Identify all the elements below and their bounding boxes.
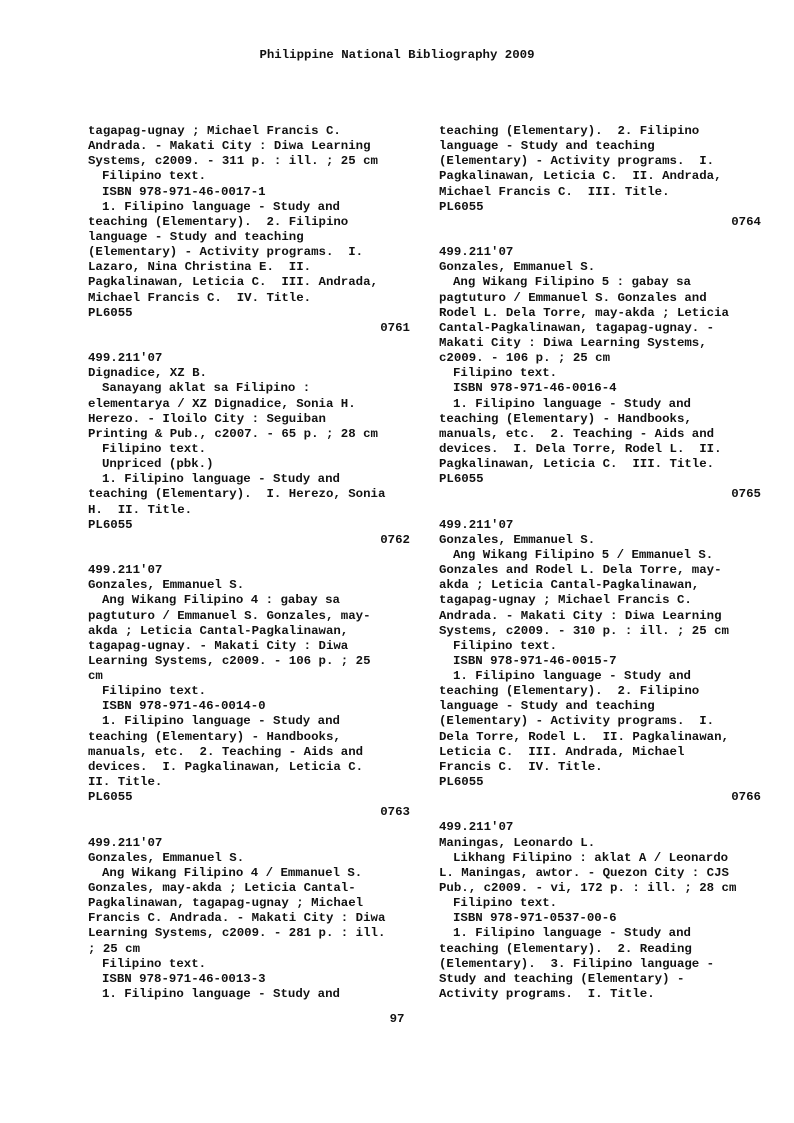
entry-line: Pub., c2009. - vi, 172 p. : ill. ; 28 cm — [439, 881, 737, 896]
entry-line: language - Study and teaching — [439, 139, 655, 154]
entry-line: Ang Wikang Filipino 4 : gabay sa — [102, 593, 340, 608]
entry-line: devices. I. Dela Torre, Rodel L. II. — [439, 441, 722, 456]
entry-line: (Elementary) - Activity programs. I. — [88, 245, 364, 260]
entry-number: 0762 — [380, 532, 410, 547]
entry-line: c2009. - 106 p. ; 25 cm — [439, 351, 611, 366]
entry-line: teaching (Elementary). 2. Filipino — [439, 684, 700, 699]
entry-line: 1. Filipino language - Study and — [102, 199, 340, 214]
entry-line: 499.211'07 — [88, 351, 163, 366]
entry-line: Learning Systems, c2009. - 106 p. ; 25 — [88, 653, 371, 668]
entry-line: (Elementary). 3. Filipino language - — [439, 956, 715, 971]
entry-line: 1. Filipino language - Study and — [102, 714, 340, 729]
entry-line: 1. Filipino language - Study and — [102, 472, 340, 487]
entry-line: teaching (Elementary). I. Herezo, Sonia — [88, 487, 386, 502]
entry-line: devices. I. Pagkalinawan, Leticia C. — [88, 759, 364, 774]
entry-line: Systems, c2009. - 310 p. : ill. ; 25 cm — [439, 623, 729, 638]
entry-line: language - Study and teaching — [88, 229, 304, 244]
entry-line: teaching (Elementary). 2. Reading — [439, 941, 692, 956]
entry-line: ISBN 978-971-46-0013-3 — [102, 971, 266, 986]
entry-line: Pagkalinawan, Leticia C. II. Andrada, — [439, 169, 722, 184]
entry-line: Leticia C. III. Andrada, Michael — [439, 744, 685, 759]
entry-line: ISBN 978-971-46-0014-0 — [102, 699, 266, 714]
entry-line: elementarya / XZ Dignadice, Sonia H. — [88, 396, 356, 411]
entry-line: PL6055 — [439, 775, 484, 790]
entry-line: Ang Wikang Filipino 4 / Emmanuel S. — [102, 865, 363, 880]
entry-line: Pagkalinawan, tagapag-ugnay ; Michael — [88, 896, 364, 911]
entry-line: Pagkalinawan, Leticia C. III. Andrada, — [88, 275, 378, 290]
blank-line — [88, 548, 410, 563]
entry-line: L. Maningas, awtor. - Quezon City : CJS — [439, 865, 729, 880]
entry-line: Printing & Pub., c2007. - 65 p. ; 28 cm — [88, 426, 378, 441]
entry-line: akda ; Leticia Cantal-Pagkalinawan, — [88, 623, 349, 638]
entry-line: Filipino text. — [102, 441, 207, 456]
right-column — [439, 124, 761, 1002]
entry-line: Gonzales, may-akda ; Leticia Cantal- — [88, 881, 356, 896]
entry-line: Ang Wikang Filipino 5 / Emmanuel S. — [453, 547, 714, 562]
entry-line: akda ; Leticia Cantal-Pagkalinawan, — [439, 578, 700, 593]
entry-line: 499.211'07 — [88, 835, 163, 850]
left-column — [88, 124, 410, 1002]
entry-line: tagapag-ugnay ; Michael Francis C. — [439, 593, 692, 608]
entry-line: 499.211'07 — [439, 820, 514, 835]
entry-line: teaching (Elementary). 2. Filipino — [88, 214, 349, 229]
entry-line: language - Study and teaching — [439, 699, 655, 714]
entry-line: Sanayang aklat sa Filipino : — [102, 381, 311, 396]
entry-line: PL6055 — [88, 517, 133, 532]
entry-line: Gonzales, Emmanuel S. — [88, 850, 245, 865]
entry-line: PL6055 — [88, 305, 133, 320]
entry-line: Filipino text. — [453, 638, 558, 653]
entry-number: 0764 — [731, 214, 761, 229]
running-header: Philippine National Bibliography 2009 — [259, 48, 535, 62]
blank-line — [439, 503, 761, 518]
entry-line: teaching (Elementary) - Handbooks, — [439, 411, 692, 426]
entry-line: ISBN 978-971-46-0017-1 — [102, 184, 266, 199]
blank-line — [88, 336, 410, 351]
entry-line: Likhang Filipino : aklat A / Leonardo — [453, 850, 729, 865]
entry-line: 499.211'07 — [439, 245, 514, 260]
entry-number: 0766 — [731, 790, 761, 805]
entry-number: 0765 — [731, 487, 761, 502]
entry-line: Lazaro, Nina Christina E. II. — [88, 260, 312, 275]
entry-line: 1. Filipino language - Study and — [102, 987, 340, 1002]
entry-line: teaching (Elementary) - Handbooks, — [88, 729, 341, 744]
entry-line: PL6055 — [439, 199, 484, 214]
entry-line: Study and teaching (Elementary) - — [439, 971, 685, 986]
entry-line: manuals, etc. 2. Teaching - Aids and — [439, 426, 715, 441]
entry-number: 0763 — [380, 805, 410, 820]
entry-line: (Elementary) - Activity programs. I. — [439, 714, 715, 729]
entry-line: Francis C. IV. Title. — [439, 759, 603, 774]
entry-line: ; 25 cm — [88, 941, 141, 956]
entry-line: Dignadice, XZ B. — [88, 366, 207, 381]
entry-line: cm — [88, 669, 103, 684]
entry-line: 499.211'07 — [439, 517, 514, 532]
entry-line: Filipino text. — [102, 169, 207, 184]
entry-line: Gonzales, Emmanuel S. — [439, 532, 596, 547]
entry-line: 1. Filipino language - Study and — [453, 926, 691, 941]
entry-line: Gonzales, Emmanuel S. — [88, 578, 245, 593]
entry-line: Systems, c2009. - 311 p. : ill. ; 25 cm — [88, 154, 378, 169]
blank-line — [439, 805, 761, 820]
entry-line: ISBN 978-971-0537-00-6 — [453, 911, 617, 926]
blank-line — [88, 820, 410, 835]
entry-line: Michael Francis C. III. Title. — [439, 184, 670, 199]
entry-line: Filipino text. — [102, 956, 207, 971]
entry-line: Activity programs. I. Title. — [439, 987, 655, 1002]
entry-line: Filipino text. — [102, 684, 207, 699]
entry-line: Michael Francis C. IV. Title. — [88, 290, 312, 305]
entry-line: Andrada. - Makati City : Diwa Learning — [439, 608, 722, 623]
blank-line — [439, 230, 761, 245]
entry-number: 0761 — [380, 320, 410, 335]
entry-line: Rodel L. Dela Torre, may-akda ; Leticia — [439, 305, 729, 320]
entry-line: ISBN 978-971-46-0016-4 — [453, 381, 617, 396]
entry-line: PL6055 — [439, 472, 484, 487]
entry-line: Filipino text. — [453, 896, 558, 911]
entry-line: teaching (Elementary). 2. Filipino — [439, 124, 700, 138]
entry-line: tagapag-ugnay. - Makati City : Diwa — [88, 638, 349, 653]
entry-line: Makati City : Diwa Learning Systems, — [439, 335, 707, 350]
entry-line: Filipino text. — [453, 366, 558, 381]
entry-line: Francis C. Andrada. - Makati City : Diwa — [88, 911, 386, 926]
entry-line: PL6055 — [88, 790, 133, 805]
entry-line: pagtuturo / Emmanuel S. Gonzales, may- — [88, 608, 371, 623]
entry-line: Ang Wikang Filipino 5 : gabay sa — [453, 275, 691, 290]
entry-line: II. Title. — [88, 775, 163, 790]
entry-line: Unpriced (pbk.) — [102, 457, 214, 472]
entry-line: H. II. Title. — [88, 502, 193, 517]
entry-line: Dela Torre, Rodel L. II. Pagkalinawan, — [439, 729, 729, 744]
entry-line: ISBN 978-971-46-0015-7 — [453, 653, 617, 668]
entry-line: Maningas, Leonardo L. — [439, 835, 596, 850]
entry-line: manuals, etc. 2. Teaching - Aids and — [88, 744, 364, 759]
entry-line: Andrada. - Makati City : Diwa Learning — [88, 139, 371, 154]
entry-line: 1. Filipino language - Study and — [453, 396, 691, 411]
page-number: 97 — [389, 1012, 405, 1026]
entry-line: Pagkalinawan, Leticia C. III. Title. — [439, 457, 715, 472]
entry-line: Gonzales and Rodel L. Dela Torre, may- — [439, 563, 722, 578]
entry-line: pagtuturo / Emmanuel S. Gonzales and — [439, 290, 707, 305]
entry-line: 499.211'07 — [88, 563, 163, 578]
entry-line: Learning Systems, c2009. - 281 p. : ill. — [88, 926, 386, 941]
entry-line: Herezo. - Iloilo City : Seguiban — [88, 411, 326, 426]
entry-line: (Elementary) - Activity programs. I. — [439, 154, 715, 169]
entry-line: Cantal-Pagkalinawan, tagapag-ugnay. - — [439, 320, 715, 335]
entry-line: tagapag-ugnay ; Michael Francis C. — [88, 124, 341, 138]
entry-line: Gonzales, Emmanuel S. — [439, 260, 596, 275]
entry-line: 1. Filipino language - Study and — [453, 669, 691, 684]
